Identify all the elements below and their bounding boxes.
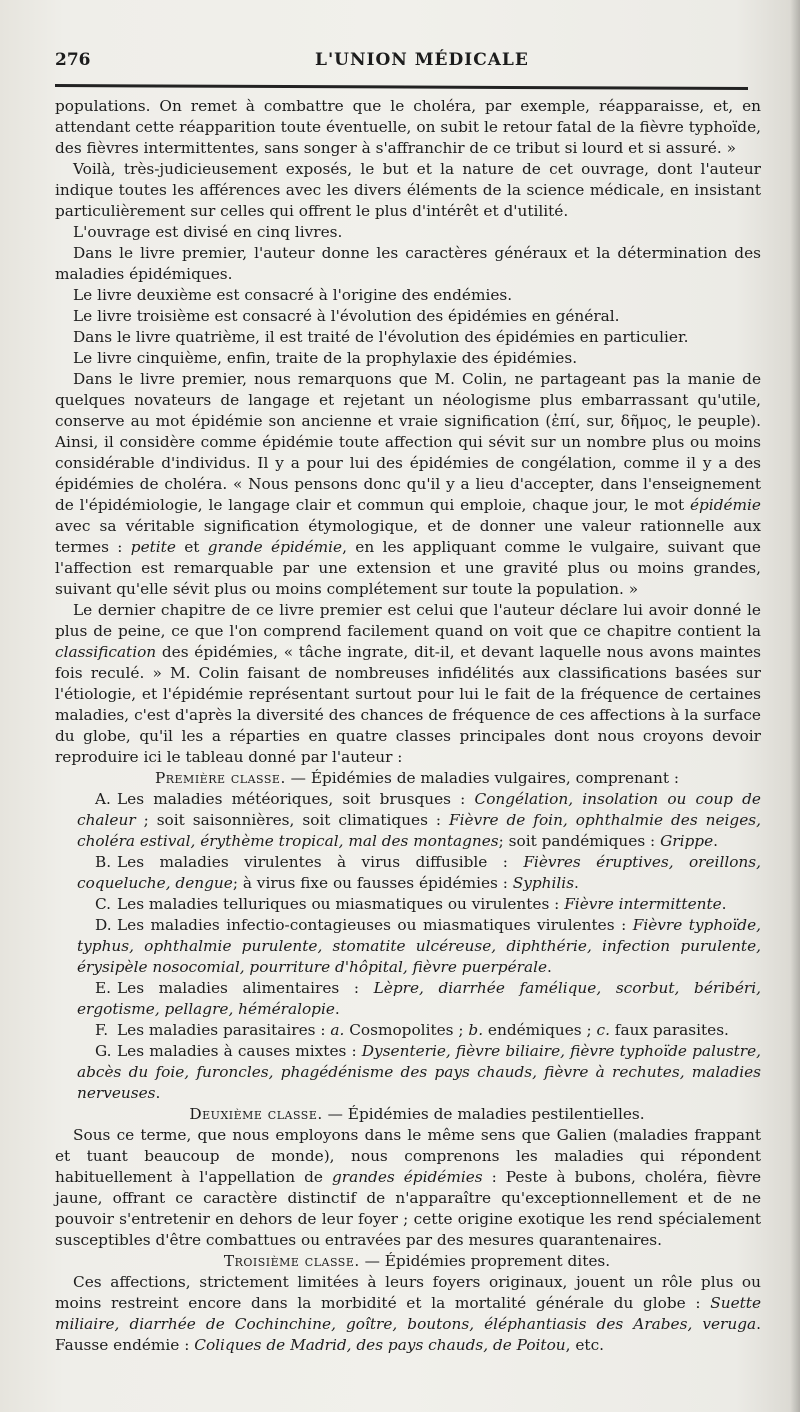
text-run: et	[175, 538, 208, 556]
item-letter: G.	[95, 1042, 112, 1060]
class-label: Deuxième classe.	[189, 1105, 323, 1123]
item-letter: C.	[95, 895, 112, 913]
italic-term: a.	[330, 1021, 345, 1039]
text-run: avec sa véritable signification étymologique, et de donner une valeur rationnelle aux termes :	[55, 517, 761, 556]
text-run: Les maladies parasitaires :	[117, 1021, 331, 1039]
header-rule	[55, 84, 748, 90]
page-edge-shadow	[790, 0, 800, 1412]
paragraph	[55, 1125, 761, 1251]
paragraph: Le livre cinquième, enfin, traite de la prophylaxie des épidémies.	[73, 349, 578, 367]
italic-term: grandes épidémies	[331, 1168, 483, 1186]
text-run: . Fausse endémie :	[55, 1315, 761, 1354]
text-run: .	[334, 1000, 340, 1018]
text-run: ; soit pandémiques :	[498, 832, 661, 850]
class-label: Première classe.	[154, 769, 286, 787]
text-run: Ces affections, strictement limitées à leurs foyers originaux, jouent un rôle plus ou moins restreint encore dans la morbidité et la mortalité générale du globe :	[55, 1273, 761, 1312]
paragraph: L'ouvrage est divisé en cinq livres.	[73, 223, 343, 241]
text-run: Cosmopolites ;	[344, 1021, 469, 1039]
paragraph	[55, 600, 761, 768]
item-letter: D.	[95, 916, 112, 934]
text-run: , le peuple). Ainsi, il considère comme épidémie toute affection qui sévit sur un nombre plus ou moins considérable d'individus. Il y a pour lui des épidémies de congélation, comme il y a des épidémies de choléra. « Nous pensons donc qu'il y a lieu d'accepter, dans l'enseignement de l'épidémiologie, le langage clair et commun qui emploie, chaque jour, le mot	[55, 412, 761, 514]
text-run: faux parasites.	[609, 1021, 729, 1039]
classification-item	[55, 894, 761, 915]
text-run: , sur,	[575, 412, 621, 430]
paragraph	[55, 369, 761, 600]
item-letter: E.	[95, 979, 112, 997]
text-run: Dans le livre premier, nous remarquons que M. Colin, ne partageant pas la manie de quelques novateurs de langage et rejetant un néologisme plus embarrassant qu'utile, conserve au mot épidémie son ancienne et vraie signification (	[55, 370, 761, 430]
italic-term: grande épidémie	[207, 538, 343, 556]
italic-term: Syphilis	[512, 874, 575, 892]
class-title: — Épidémies de maladies pestilentielles.	[322, 1105, 645, 1123]
italic-term: épidémie	[689, 496, 761, 514]
text-run: Le dernier chapitre de ce livre premier est celui que l'auteur déclare lui avoir donné le plus de peine, ce que l'on comprend facilement quand on voit que ce chapitre contient la	[55, 601, 761, 640]
italic-term: b.	[468, 1021, 484, 1039]
class-heading-second	[55, 1104, 761, 1125]
italic-term: Fièvre de foin, ophthalmie des neiges, choléra estival, érythème tropical, mal des montagnes	[77, 811, 761, 850]
classification-item	[55, 1041, 761, 1104]
text-run: , en les appliquant comme le vulgaire, suivant que l'affection est remarquable par une extension et une gravité plus ou moins grandes, suivant qu'elle sévit plus ou moins complétement sur toute la population. »	[55, 538, 761, 598]
item-letter: B.	[95, 853, 112, 871]
italic-term: Dysenterie, fièvre biliaire, fièvre typhoïde palustre, abcès du foie, furoncles, phagédénisme des pays chauds, fièvre à rechutes, maladies nerveuses	[77, 1042, 761, 1102]
classification-item	[55, 789, 761, 852]
paragraph: Le livre deuxième est consacré à l'origine des endémies.	[73, 286, 513, 304]
italic-term: c.	[596, 1021, 610, 1039]
classification-item	[55, 915, 761, 978]
article-body	[55, 96, 761, 1356]
text-run: Sous ce terme, que nous employons dans le même sens que Galien (maladies frappant et tuant beaucoup de monde), nous comprenons les maladies qui répondent habituellement à l'appellation de	[55, 1126, 761, 1186]
italic-term: Congélation, insolation ou coup de chaleur	[77, 790, 761, 829]
italic-term: Coliques de Madrid, des pays chauds, de Poitou	[194, 1336, 566, 1354]
text-run: .	[721, 895, 727, 913]
text-run: endémiques ;	[483, 1021, 597, 1039]
text-run: .	[574, 874, 579, 892]
greek-word: ἐπί	[551, 412, 576, 430]
text-run: Les maladies telluriques ou miasmatiques ou virulentes :	[117, 895, 565, 913]
paragraph: Le livre troisième est consacré à l'évolution des épidémies en général.	[73, 307, 620, 325]
paragraph: Voilà, très-judicieusement exposés, le but et la nature de cet ouvrage, dont l'auteur indique toutes les afférences avec les divers éléments de la science médicale, en insistant particulièrement sur celles qui offrent le plus d'intérêt et d'utilité.	[55, 160, 761, 220]
italic-term: Fièvre typhoïde, typhus, ophthalmie purulente, stomatite ulcéreuse, diphthérie, infection purulente, érysipèle nosocomial, pourriture d'hôpital, fièvre puerpérale	[77, 916, 761, 976]
text-run: Les maladies météoriques, soit brusques :	[117, 790, 475, 808]
text-run: .	[547, 958, 552, 976]
class-heading-third	[55, 1251, 761, 1272]
text-run: des épidémies, « tâche ingrate, dit-il, et devant laquelle nous avons maintes fois reculé. » M. Colin faisant de nombreuses infidélités aux classifications basées sur l'étiologie, et l'épidémie représentant surtout pour lui le fait de la fréquence de certaines maladies, c'est d'après la diversité des chances de fréquence de ces affections à la surface du globe, qu'il les a réparties en quatre classes principales dont nous croyons devoir reproduire ici le tableau donné par l'auteur :	[55, 643, 761, 766]
text-run: Les maladies alimentaires :	[117, 979, 374, 997]
italic-term: Fièvres éruptives, oreillons, coqueluche, dengue	[77, 853, 761, 892]
italic-term: petite	[130, 538, 176, 556]
first-class-list	[55, 789, 761, 1104]
class-heading-first	[55, 768, 761, 789]
text-run: .	[155, 1084, 161, 1102]
class-title: — Épidémies de maladies vulgaires, comprenant :	[285, 769, 680, 787]
paragraph	[55, 1272, 761, 1356]
text-run: Les maladies à causes mixtes :	[117, 1042, 362, 1060]
classification-item	[55, 852, 761, 894]
text-run: , etc.	[565, 1336, 604, 1354]
text-run: .	[713, 832, 719, 850]
text-run: : Peste à bubons, choléra, fièvre jaune, offrant ce caractère distinctif de n'apparaître qu'exceptionnellement et de ne pouvoir s'entretenir en dehors de leur foyer ; cette origine exotique les rend spécialement susceptibles d'être combattues ou entravées par des mesures quarantenaires.	[55, 1168, 762, 1249]
paragraph: Dans le livre premier, l'auteur donne les caractères généraux et la détermination des maladies épidémiques.	[55, 244, 761, 283]
journal-title: L'UNION MÉDICALE	[315, 50, 529, 70]
paragraph: populations. On remet à combattre que le choléra, par exemple, réapparaisse, et, en attendant cette réapparition toute éventuelle, on subit le retour fatal de la fièvre typhoïde, des fièvres intermittentes, sans songer à s'affranchir de ce tribut si lourd et si assuré. »	[55, 97, 761, 157]
item-letter: F.	[95, 1021, 109, 1039]
text-run: Les maladies infectio-contagieuses ou miasmatiques virulentes :	[117, 916, 633, 934]
class-label: Troisième classe.	[223, 1252, 360, 1270]
greek-word: δῆμος	[620, 412, 667, 430]
page-number: 276	[55, 50, 91, 70]
paragraph: Dans le livre quatrième, il est traité de l'évolution des épidémies en particulier.	[73, 328, 689, 346]
italic-term: Lèpre, diarrhée famélique, scorbut, béribéri, ergotisme, pellagre, héméralopie	[77, 979, 761, 1018]
classification-item	[55, 1020, 761, 1041]
italic-term: Grippe	[660, 832, 714, 850]
class-title: — Épidémies proprement dites.	[359, 1252, 611, 1270]
item-letter: A.	[95, 790, 111, 808]
italic-term: Fièvre intermittente	[564, 895, 722, 913]
text-run: Les maladies virulentes à virus diffusible :	[117, 853, 524, 871]
running-header	[55, 50, 755, 76]
italic-term: Suette miliaire, diarrhée de Cochinchine, goître, boutons, éléphantiasis des Arabes, veruga	[55, 1294, 761, 1333]
italic-term: classification	[55, 643, 157, 661]
text-run: ; à virus fixe ou fausses épidémies :	[232, 874, 513, 892]
classification-item	[55, 978, 761, 1020]
text-run: ; soit saisonnières, soit climatiques :	[135, 811, 449, 829]
